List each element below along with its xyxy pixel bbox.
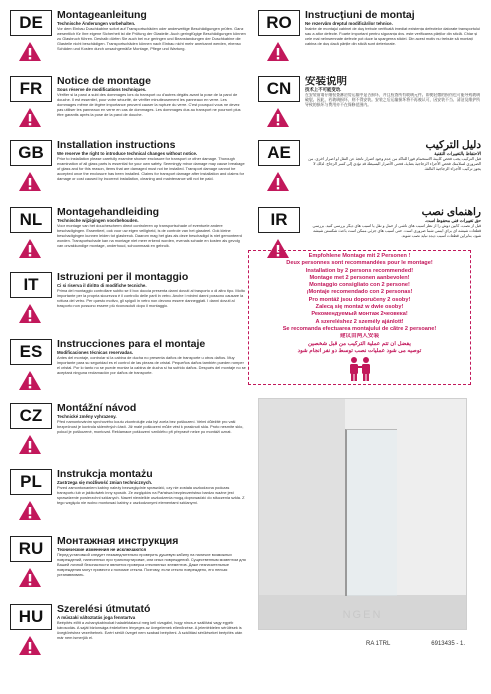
section-title: Installation instructions [57, 140, 176, 151]
section-subtitle: Modificaciones técnicas reservadas. [57, 350, 134, 355]
recommendation-line: توصیه می شود عملیات نصب توسط دو نفر انجام شود [297, 347, 422, 354]
recommendation-lines [249, 253, 470, 355]
section-subtitle: A műszaki változtatás joga fenntartva [57, 615, 136, 620]
language-section-ir [258, 207, 481, 244]
section-body [305, 140, 481, 200]
photo-glass-panel [345, 429, 397, 596]
warning-triangle-icon [18, 41, 42, 62]
section-title: Istruzioni per il montaggio [57, 272, 189, 283]
section-subtitle: Ci si riserva il diritto di modifiche tecniche. [57, 283, 147, 288]
language-code-badge: AE [258, 140, 300, 166]
language-section-ae [258, 140, 481, 203]
section-title: 安装说明 [305, 76, 347, 87]
section-title: Монтажная инструкция [57, 536, 179, 547]
section-subtitle: Sous réserve de modifications techniques. [57, 87, 147, 92]
language-code-badge: PL [10, 469, 52, 495]
recommendation-line: Se recomanda efectuarea montajului de către 2 persoane! [282, 325, 437, 332]
recommendation-line: Montage met 2 personen aanbevolen! [309, 274, 410, 281]
language-section-es [10, 339, 246, 399]
section-title: Montagehandleiding [57, 207, 160, 218]
section-text: Antes del montaje, controlar si la cabina de ducha no presenta daños de transporte u otros daños. Muy importante para su seguridad es el control de las piezas de cristal. Pequeños daños también pueden romper el cristal. Por lo tanto no se puede montar la cabina de ducha si ha sufrido daños. Después del montaje no se aceptará ninguna reclamación por daños de transporte. [57, 356, 246, 376]
two-person-recommendation-box [248, 250, 471, 385]
section-title: Instrucţiuni de montaj [305, 10, 415, 21]
recommendation-line: Рекомендуемый монтаж 2чеовека! [311, 311, 408, 318]
section-subtitle: Ne rezervăm dreptul modificărilor tehnice. [305, 21, 393, 26]
language-section-it [10, 272, 246, 335]
document-number: 6913435 - 1. [431, 641, 465, 647]
recommendation-line: Pro montáž jsou doporučeny 2 osoby! [308, 296, 411, 303]
section-text: Beépítés előtt a zuhanykabinokat haladéktalanul meg kell vizsgálni, hogy nincs-e szállítási vagy egyéb károsodás. A saját biztonsága érdekében lényeges az üvegelemek ellenőrzése. A jelentéktelen sérülések is üvegtöréshez vezethetnek. Ezért sérült üveget nem szabad beépíteni. A szállítási sérüléseket beépítés után már nem ismerjük el. [57, 621, 243, 641]
section-title: Instrukcja montażu [57, 469, 153, 480]
model-code: RA 1TRL [366, 641, 391, 647]
language-section-cz [10, 403, 246, 465]
warning-triangle-icon [18, 567, 42, 588]
section-body [57, 604, 246, 679]
language-code-badge: HU [10, 604, 52, 630]
language-code-badge: RU [10, 536, 52, 562]
section-body [57, 272, 246, 332]
section-body [57, 76, 246, 133]
language-code-badge: IR [258, 207, 300, 233]
section-subtitle: 技术上不可能变动. [305, 87, 342, 92]
section-text: Prior to installation please carefully examine shower enclosure for transport or other damage. Thorough examination of all glass parts is essential for your own safety. Seemingly minor damage may cause breakage of glass and for this reason, items that are damaged must not be installed. Transport damage cannot be accepted once the enclosure has been installed. Claims for transport damage after installation and claims for damage or cost caused by incorrect installation, cleaning and maintenance will not be paid. [57, 157, 245, 182]
language-code-badge: GB [10, 140, 52, 166]
language-section-nl [10, 207, 246, 268]
section-subtitle: Technische Änderungen vorbehalten. [57, 21, 136, 26]
section-subtitle: Технические изменения не исключаются [57, 547, 147, 552]
warning-triangle-icon [18, 370, 42, 391]
section-title: Szerelési útmutató [57, 604, 151, 615]
section-text: Voor montage van het douchescherm direct controleren op transportschade of eventuele andere beschadigingen. Essentieel, ook voor uw eigen veiligheid, is de controle van het glasdeel. Ook kleine beschadigingen kunnen leiden tot glasbreuk. Daarom mag het glas als deze beschadigd is niet gemonteerd worden. Transportschade kan na montage niet meer erkend worden, evenals schade en kosten als gevolg van onvakkundige montage, onderhoud, schoonmaak en gebruik. [57, 224, 242, 249]
warning-triangle-icon [18, 434, 42, 455]
photo-watermark: NGEN [342, 609, 383, 621]
section-title: Instrucciones para el montaje [57, 339, 206, 350]
recommendation-line: Installation by 2 persons recommended! [305, 267, 414, 274]
warning-triangle-icon [266, 171, 290, 192]
warning-triangle-icon [18, 107, 42, 128]
warning-triangle-icon [18, 500, 42, 521]
recommendation-line: 建议由两人安装 [339, 333, 380, 340]
section-body [305, 207, 481, 241]
section-text: Przed zamontowaniem kabiny należy bezwzględnie sprawdzić, czy nie została uszkodzona podczas transportu lub w jakikolwiek inny sposób. Ze względów na Państwa bezpieczeństwo bardzo ważne jest sprawdzenie powierzchni szklanych. Nawet niewielkie uszkodzenia mogą doprowadzić do stłuczenia szkła. Z tego względu nie wolno montować kabiny z uszkodzonymi elementami szklanymi. [57, 486, 245, 506]
section-body [57, 339, 246, 396]
section-subtitle: الاحتفاظ بالتغييرات التقنية [434, 151, 481, 156]
section-title: دليل التركيب [425, 140, 481, 151]
section-text: Перед установкой следует незамедлительно проверить душевую кабину на наличие возможных повреждений, нанесенных при транспортировке, или иных повреждений. Существенным моментом для Вашей личной безопасности является проверка стеклянных элементов. Даже незначительные повреждения могут привести к поломке стекла. Поэтому, если стекло повреждено, его нельзя устанавливать. [57, 553, 246, 578]
section-subtitle: We reserve the right to introduce technical changes without notice. [57, 151, 198, 156]
section-body [57, 469, 246, 529]
warning-triangle-icon [18, 171, 42, 192]
language-section-fr [10, 76, 246, 136]
recommendation-line: ¡Montaje recomendado con 2 personas! [306, 289, 413, 296]
warning-triangle-icon [266, 107, 290, 128]
section-body [57, 207, 246, 265]
language-code-badge: NL [10, 207, 52, 233]
section-body [57, 536, 246, 597]
section-text: Vor dem Einbau Duschkabine sofort auf Transportschäden oder anderweitige Beschädigungen prüfen. Ganz wesentlich für Ihre eigene Sicherheit ist die Prüfung der Glasteile. Auch geringfügige Beschädigungen können zu Glasbruch führen. Deshalb dürfen Sie auch bei nur geringen und Beanstandungen der Duschkabine die Glasteile nicht beschädigen. Transportschäden können nach Einbau nicht mehr anerkannt werden, ebenso Schäden und Kosten durch unsachgemäße Montage, Pflege und Wartung. [57, 27, 246, 52]
section-body [57, 403, 246, 462]
section-title: راهنمای نصب [421, 207, 481, 218]
language-code-badge: CZ [10, 403, 52, 429]
section-body [57, 10, 246, 69]
section-body [305, 10, 481, 69]
section-body [57, 140, 246, 200]
language-code-badge: DE [10, 10, 52, 36]
language-code-badge: CN [258, 76, 300, 102]
section-text: قبل از نصب، کابین دوش را از نظر آسیب های ناشی از حمل و نقل یا آسیب های دیگر بررسی کنید. بررسی قطعات شیشه ای برای ایمنی شما ضروری است. حتی آسیب های جزئی ممکن است باعث شکستن شیشه شود، بنابراین قطعات آسیب دیده نباید نصب شوند. [312, 224, 481, 239]
section-text: Před namontováním sprchového koutu zkontrolujte zda byl zcela bez poškození. Velmi důležité pro vaši bezpečnost je kontrola skleněných částí. Již malé poškození může vést k prasknutí skla. Proto nesmíte sklo, pokud je poškozené, montovat. Reklamace poškození vzniklého při přepravě nelze po montáži uznat. [57, 420, 244, 435]
language-section-de [10, 10, 246, 72]
section-title: Montážní návod [57, 403, 137, 414]
section-title: Notice de montage [57, 76, 151, 87]
language-code-badge: FR [10, 76, 52, 102]
section-subtitle: Technische wijzigingen voorbehouden. [57, 218, 139, 223]
two-persons-icon [346, 356, 374, 382]
warning-triangle-icon [18, 303, 42, 324]
language-section-hu [10, 604, 246, 682]
language-section-gb [10, 140, 246, 203]
section-text: 在安装前请仔细检查淋浴房运输中是否损坏，并且检查所有玻璃元件。即使轻微的损伤也可能导致玻璃破裂。因此，若玻璃损坏，则不得安装。安装之后运输损坏将不再被认可，因安装不当、清洁及维护所导致的损坏与费用亦不在保修范围内。 [305, 93, 481, 108]
section-subtitle: Technické změny vyhrazeny. [57, 414, 117, 419]
language-section-cn [258, 76, 481, 136]
language-section-pl [10, 469, 246, 532]
section-text: Vérifier si la paroi a subi des dommages lors du transport ou d'autres dégâts avant la pose de la paroi de douche. Il est essentiel, pour votre sécurité, de vérifier minutieusement les panneaux en verre. Les dommages même de légère importance peuvent causer la rupture du verre. C'est pourquoi vous ne devez pas utiliser les panneaux en verre en cas de dommages. Les dommages dus au transport ne pourront plus être garantis après la pose de la paroi de douche. [57, 93, 241, 118]
language-code-badge: RO [258, 10, 300, 36]
recommendation-line: Deux personnes sont recommandées pour le montage! [286, 260, 433, 267]
warning-triangle-icon [18, 238, 42, 259]
warning-triangle-icon [266, 41, 290, 62]
language-section-ru [10, 536, 246, 600]
recommendation-line: Empfohlene Montage mit 2 Personen ! [308, 253, 411, 259]
language-code-badge: ES [10, 339, 52, 365]
section-subtitle: حق تغییرات فنی محفوظ است. [424, 218, 481, 223]
section-text: قبل التركيب يجب فحص كابينة الاستحمام فوراً للتأكد من عدم وجود أضرار ناتجة عن النقل أو أضرار أخرى. من الضروري لسلامتك فحص الأجزاء الزجاجية بعناية، فحتى الأضرار البسيطة قد تؤدي إلى كسر الزجاج. لذلك لا يجوز تركيب الأجزاء الزجاجية التالفة. [308, 157, 481, 172]
recommendation-line: A szereléshez 2 személy ajánlott! [315, 318, 404, 325]
section-title: Montageanleitung [57, 10, 147, 21]
warning-triangle-icon [18, 635, 42, 656]
language-section-ro [258, 10, 481, 72]
recommendation-line: Montaggio consigliato con 2 persone! [309, 282, 410, 289]
recommendation-line: يفضل أن تتم عملية التركيب من قبل شخصين [308, 340, 411, 347]
recommendation-line: Zalecą się montaż w dwie osoby! [315, 304, 404, 311]
section-text: Prima del montaggio controllare subito se il box doccia presenta danni dovuti al trasporto o di altro tipo. Molto importante per la propria sicurezza è il controllo delle parti in vetro. Anche i minimi danni possono causare la rottura del vetro. Per questo motivo, gli spigoli in vetro non devono essere danneggiati. I danni dovuti al trasporto non possono essere più riconosciuti dopo il montaggio. [57, 289, 245, 309]
section-text: Înainte de montajul cabinei de duş trebuie verificată imediat existența defectelor datorate transportului sau a altor defecte. Foarte important pentru siguranța dvs. este verificarea părților din sticlă. Chiar și cele mai neînsemnate defecte pot duce la spargerea sticlei. Din acest motiv nu trebuie să montați cabina de duș dacă părțile din sticlă sunt deteriorate. [305, 27, 480, 47]
shower-enclosure-photo [258, 398, 467, 630]
section-subtitle: Zastrzega się możliwość zmian technicznych. [57, 480, 153, 485]
language-code-badge: IT [10, 272, 52, 298]
section-body [305, 76, 481, 133]
